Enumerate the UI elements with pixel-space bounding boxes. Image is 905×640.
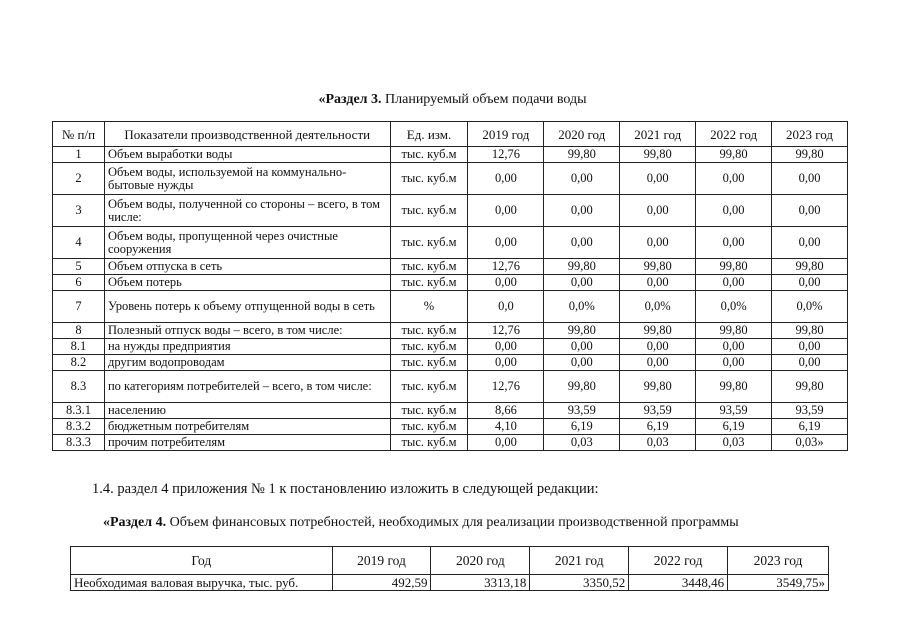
row-number-cell: 6 (53, 275, 105, 291)
indicator-cell: Объем воды, пропущенной через очистные сооружения (104, 227, 390, 259)
row-number-cell: 8.1 (53, 339, 105, 355)
financial-needs-table (70, 546, 829, 591)
value-cell: 99,80 (696, 371, 772, 403)
header-cell: 2023 год (772, 122, 848, 147)
value-cell: 6,19 (620, 419, 696, 435)
section-4-title (103, 515, 739, 531)
value-cell: 0,00 (620, 339, 696, 355)
row-number-cell: 2 (53, 163, 105, 195)
indicator-cell: Объем воды, полученной со стороны – всего, в том числе: (104, 195, 390, 227)
indicator-cell: Уровень потерь к объему отпущенной воды в сеть (104, 291, 390, 323)
value-cell: 0,00 (772, 355, 848, 371)
value-cell: 99,80 (620, 147, 696, 163)
unit-cell: % (390, 291, 468, 323)
value-cell: 0,00 (468, 435, 544, 451)
table-row (53, 339, 848, 355)
table-row (53, 163, 848, 195)
table-row (71, 575, 829, 591)
value-cell: 0,00 (772, 227, 848, 259)
header-cell: Год (71, 547, 333, 575)
table-row (53, 371, 848, 403)
header-cell: № п/п (53, 122, 105, 147)
table-row (53, 323, 848, 339)
indicator-cell: Полезный отпуск воды – всего, в том числе: (104, 323, 390, 339)
value-cell: 8,66 (468, 403, 544, 419)
value-cell: 0,00 (696, 227, 772, 259)
row-number-cell: 4 (53, 227, 105, 259)
value-cell: 93,59 (696, 403, 772, 419)
section-4-title-text: Объем финансовых потребностей, необходимых для реализации производственной программы (166, 515, 739, 530)
table-row (53, 147, 848, 163)
value-cell: 0,0% (696, 291, 772, 323)
value-cell: 0,00 (468, 227, 544, 259)
section-4-title-bold: «Раздел 4. (103, 515, 167, 530)
row-number-cell: 8.3 (53, 371, 105, 403)
header-cell: 2021 год (530, 547, 629, 575)
section-3-title (0, 92, 905, 108)
value-cell: 99,80 (620, 323, 696, 339)
value-cell: 0,00 (544, 275, 620, 291)
value-cell: 0,00 (772, 195, 848, 227)
unit-cell: тыс. куб.м (390, 259, 468, 275)
value-cell: 0,00 (620, 195, 696, 227)
header-cell: 2022 год (629, 547, 728, 575)
value-cell: 0,00 (696, 163, 772, 195)
header-cell: Показатели производственной деятельности (104, 122, 390, 147)
indicator-cell: бюджетным потребителям (104, 419, 390, 435)
value-cell: 0,0% (544, 291, 620, 323)
table-header-row (53, 122, 848, 147)
section-3-title-bold: «Раздел 3. (318, 92, 382, 107)
value-cell: 0,00 (468, 355, 544, 371)
water-supply-table (52, 121, 848, 451)
unit-cell: тыс. куб.м (390, 435, 468, 451)
row-number-cell: 7 (53, 291, 105, 323)
value-cell: 0,00 (620, 275, 696, 291)
value-cell: 0,0% (620, 291, 696, 323)
indicator-cell: Объем выработки воды (104, 147, 390, 163)
unit-cell: тыс. куб.м (390, 163, 468, 195)
table-row (53, 195, 848, 227)
value-cell: 0,00 (468, 195, 544, 227)
value-cell: 0,00 (696, 355, 772, 371)
value-cell: 0,00 (772, 275, 848, 291)
header-cell: 2020 год (544, 122, 620, 147)
indicator-cell: Объем воды, используемой на коммунально-бытовые нужды (104, 163, 390, 195)
value-cell: 0,00 (696, 275, 772, 291)
value-cell: 0,00 (468, 339, 544, 355)
value-cell: 99,80 (696, 147, 772, 163)
unit-cell: тыс. куб.м (390, 227, 468, 259)
value-cell: 0,00 (468, 275, 544, 291)
row-number-cell: 8.3.3 (53, 435, 105, 451)
value-cell: 99,80 (544, 147, 620, 163)
value-cell: 3350,52 (530, 575, 629, 591)
value-cell: 6,19 (544, 419, 620, 435)
table-row (53, 403, 848, 419)
paragraph-1-4: 1.4. раздел 4 приложения № 1 к постановлению изложить в следующей редакции: (92, 481, 599, 497)
value-cell: 99,80 (544, 323, 620, 339)
indicator-cell: Объем потерь (104, 275, 390, 291)
row-number-cell: 3 (53, 195, 105, 227)
value-cell: 0,00 (544, 227, 620, 259)
unit-cell: тыс. куб.м (390, 355, 468, 371)
value-cell: 0,00 (620, 163, 696, 195)
value-cell: 0,00 (468, 163, 544, 195)
value-cell: 0,00 (696, 195, 772, 227)
header-cell: 2023 год (728, 547, 829, 575)
row-number-cell: 8.3.2 (53, 419, 105, 435)
value-cell: 492,59 (332, 575, 431, 591)
row-number-cell: 8 (53, 323, 105, 339)
value-cell: 99,80 (772, 259, 848, 275)
value-cell: 0,00 (544, 163, 620, 195)
row-label-cell: Необходимая валовая выручка, тыс. руб. (71, 575, 333, 591)
value-cell: 3313,18 (431, 575, 530, 591)
value-cell: 99,80 (772, 371, 848, 403)
value-cell: 99,80 (620, 259, 696, 275)
value-cell: 0,00 (772, 163, 848, 195)
indicator-cell: другим водопроводам (104, 355, 390, 371)
table-row (53, 419, 848, 435)
unit-cell: тыс. куб.м (390, 195, 468, 227)
value-cell: 0,00 (620, 355, 696, 371)
indicator-cell: прочим потребителям (104, 435, 390, 451)
value-cell: 0,03 (544, 435, 620, 451)
value-cell: 99,80 (696, 259, 772, 275)
value-cell: 0,00 (544, 355, 620, 371)
value-cell: 0,00 (544, 339, 620, 355)
value-cell: 99,80 (772, 323, 848, 339)
value-cell: 12,76 (468, 323, 544, 339)
table-row (53, 435, 848, 451)
row-number-cell: 8.2 (53, 355, 105, 371)
value-cell: 99,80 (620, 371, 696, 403)
table-row (53, 355, 848, 371)
value-cell: 99,80 (772, 147, 848, 163)
table-row (53, 259, 848, 275)
table-header-row (71, 547, 829, 575)
value-cell: 99,80 (544, 371, 620, 403)
value-cell: 0,00 (620, 227, 696, 259)
row-number-cell: 5 (53, 259, 105, 275)
value-cell: 93,59 (620, 403, 696, 419)
table-row (53, 291, 848, 323)
unit-cell: тыс. куб.м (390, 339, 468, 355)
value-cell: 12,76 (468, 371, 544, 403)
value-cell: 6,19 (772, 419, 848, 435)
header-cell: 2019 год (332, 547, 431, 575)
header-cell: 2022 год (696, 122, 772, 147)
value-cell: 0,03 (696, 435, 772, 451)
value-cell: 3448,46 (629, 575, 728, 591)
unit-cell: тыс. куб.м (390, 419, 468, 435)
indicator-cell: населению (104, 403, 390, 419)
value-cell: 6,19 (696, 419, 772, 435)
indicator-cell: на нужды предприятия (104, 339, 390, 355)
indicator-cell: Объем отпуска в сеть (104, 259, 390, 275)
value-cell: 0,00 (544, 195, 620, 227)
value-cell: 93,59 (772, 403, 848, 419)
value-cell: 0,03 (620, 435, 696, 451)
unit-cell: тыс. куб.м (390, 275, 468, 291)
header-cell: 2021 год (620, 122, 696, 147)
value-cell: 0,0 (468, 291, 544, 323)
table-row (53, 227, 848, 259)
value-cell: 0,00 (772, 339, 848, 355)
value-cell: 99,80 (544, 259, 620, 275)
row-number-cell: 8.3.1 (53, 403, 105, 419)
header-cell: Ед. изм. (390, 122, 468, 147)
value-cell: 3549,75» (728, 575, 829, 591)
header-cell: 2019 год (468, 122, 544, 147)
value-cell: 0,0% (772, 291, 848, 323)
value-cell: 99,80 (696, 323, 772, 339)
value-cell: 4,10 (468, 419, 544, 435)
value-cell: 93,59 (544, 403, 620, 419)
value-cell: 12,76 (468, 259, 544, 275)
value-cell: 0,00 (696, 339, 772, 355)
header-cell: 2020 год (431, 547, 530, 575)
unit-cell: тыс. куб.м (390, 147, 468, 163)
section-3-title-text: Планируемый объем подачи воды (381, 92, 587, 107)
value-cell: 12,76 (468, 147, 544, 163)
indicator-cell: по категориям потребителей – всего, в том числе: (104, 371, 390, 403)
unit-cell: тыс. куб.м (390, 403, 468, 419)
table-row (53, 275, 848, 291)
value-cell: 0,03» (772, 435, 848, 451)
unit-cell: тыс. куб.м (390, 323, 468, 339)
unit-cell: тыс. куб.м (390, 371, 468, 403)
row-number-cell: 1 (53, 147, 105, 163)
